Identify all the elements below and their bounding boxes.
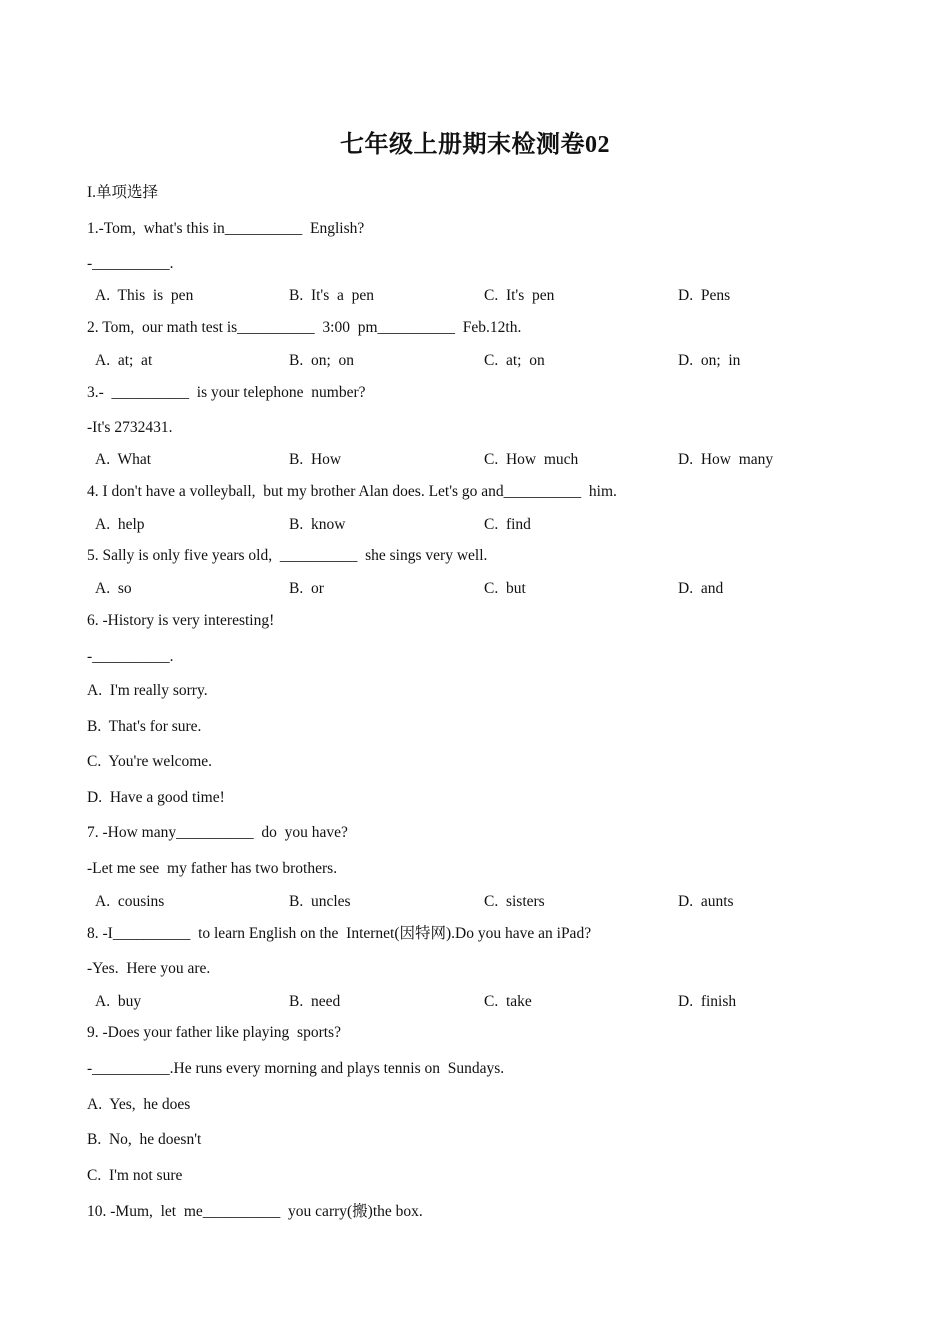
option-a[interactable]: A. help bbox=[95, 516, 145, 533]
option-c[interactable]: C. at; on bbox=[484, 352, 545, 369]
question-6-stem: 6. -History is very interesting! bbox=[87, 612, 275, 629]
question-9-reply: -__________.He runs every morning and plays tennis on Sundays. bbox=[87, 1060, 505, 1077]
question-2-options bbox=[0, 351, 950, 371]
option-b[interactable]: B. How bbox=[289, 451, 342, 468]
question-8-options bbox=[0, 992, 950, 1012]
option-a[interactable]: A. at; at bbox=[95, 352, 153, 369]
option-b[interactable]: B. That's for sure. bbox=[87, 718, 202, 735]
question-10-stem: 10. -Mum, let me__________ you carry(搬)the box. bbox=[87, 1203, 423, 1220]
question-6-reply: -__________. bbox=[87, 648, 174, 665]
option-a[interactable]: A. What bbox=[95, 451, 152, 468]
option-c[interactable]: C. but bbox=[484, 580, 526, 597]
option-a[interactable]: A. I'm really sorry. bbox=[87, 682, 208, 699]
question-3-reply: -It's 2732431. bbox=[87, 419, 173, 436]
question-5-options bbox=[0, 579, 950, 599]
question-8-stem: 8. -I__________ to learn English on the Internet(因特网).Do you have an iPad? bbox=[87, 925, 592, 942]
option-b[interactable]: B. need bbox=[289, 993, 341, 1010]
option-d[interactable]: D. and bbox=[678, 580, 724, 597]
question-9-stem: 9. -Does your father like playing sports? bbox=[87, 1024, 341, 1041]
option-c[interactable]: C. find bbox=[484, 516, 531, 533]
option-b[interactable]: B. No, he doesn't bbox=[87, 1131, 202, 1148]
question-1-reply: -__________. bbox=[87, 255, 174, 272]
option-d[interactable]: D. How many bbox=[678, 451, 774, 468]
option-d[interactable]: D. on; in bbox=[678, 352, 741, 369]
option-d[interactable]: D. finish bbox=[678, 993, 737, 1010]
option-b[interactable]: B. uncles bbox=[289, 893, 351, 910]
question-2-stem: 2. Tom, our math test is__________ 3:00 pm__________ Feb.12th. bbox=[87, 319, 522, 336]
option-a[interactable]: A. buy bbox=[95, 993, 142, 1010]
question-3-stem: 3.- __________ is your telephone number? bbox=[87, 384, 366, 401]
option-c[interactable]: C. take bbox=[484, 993, 532, 1010]
option-b[interactable]: B. know bbox=[289, 516, 346, 533]
option-a[interactable]: A. This is pen bbox=[95, 287, 194, 304]
option-b[interactable]: B. It's a pen bbox=[289, 287, 375, 304]
question-7-stem: 7. -How many__________ do you have? bbox=[87, 824, 348, 841]
question-7-reply: -Let me see my father has two brothers. bbox=[87, 860, 338, 877]
option-c[interactable]: C. sisters bbox=[484, 893, 545, 910]
option-c[interactable]: C. It's pen bbox=[484, 287, 555, 304]
question-4-stem: 4. I don't have a volleyball, but my brother Alan does. Let's go and__________ him. bbox=[87, 483, 617, 500]
option-c[interactable]: C. I'm not sure bbox=[87, 1167, 183, 1184]
option-a[interactable]: A. cousins bbox=[95, 893, 165, 910]
question-3-options bbox=[0, 450, 950, 470]
section-heading: I.单项选择 bbox=[87, 184, 159, 201]
option-d[interactable]: D. aunts bbox=[678, 893, 734, 910]
option-b[interactable]: B. or bbox=[289, 580, 324, 597]
question-7-options bbox=[0, 892, 950, 912]
option-b[interactable]: B. on; on bbox=[289, 352, 355, 369]
question-4-options bbox=[0, 515, 950, 535]
question-1-options bbox=[0, 286, 950, 306]
question-8-reply: -Yes. Here you are. bbox=[87, 960, 211, 977]
option-d[interactable]: D. Have a good time! bbox=[87, 789, 225, 806]
question-1-stem: 1.-Tom, what's this in__________ English? bbox=[87, 220, 365, 237]
option-c[interactable]: C. You're welcome. bbox=[87, 753, 213, 770]
option-a[interactable]: A. so bbox=[95, 580, 132, 597]
question-5-stem: 5. Sally is only five years old, __________ she sings very well. bbox=[87, 547, 488, 564]
option-d[interactable]: D. Pens bbox=[678, 287, 731, 304]
option-a[interactable]: A. Yes, he does bbox=[87, 1096, 191, 1113]
page-title: 七年级上册期末检测卷02 bbox=[340, 132, 610, 158]
option-c[interactable]: C. How much bbox=[484, 451, 579, 468]
